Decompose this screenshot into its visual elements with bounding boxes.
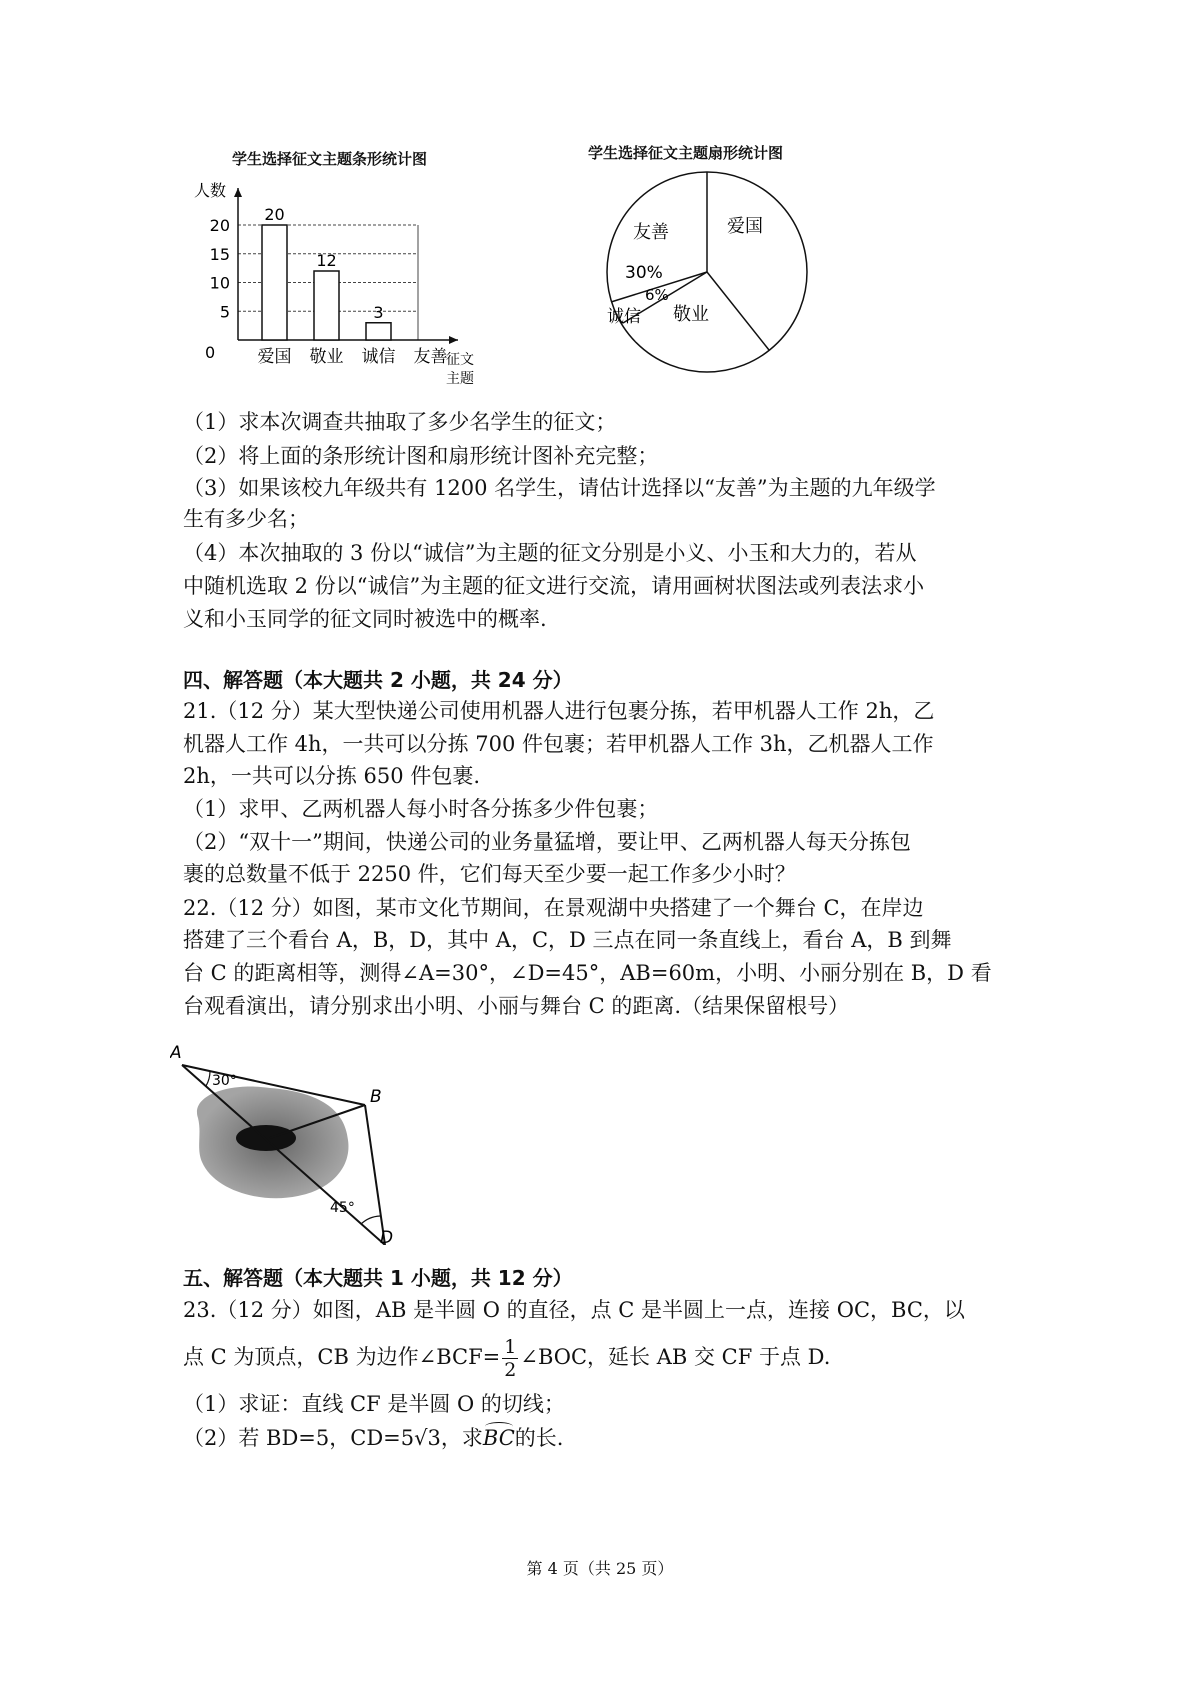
pie-pct-youshan: 30% (625, 263, 663, 283)
angle-a-label: 30° (212, 1073, 237, 1089)
angle-a-arc (206, 1071, 210, 1086)
q20-part2: （2）将上面的条形统计图和扇形统计图补充完整； (183, 444, 659, 468)
section4-heading: 四、解答题（本大题共 2 小题，共 24 分） (183, 668, 573, 692)
pie-chart-title: 学生选择征文主题扇形统计图 (588, 144, 784, 162)
bar-category-label: 敬业 (309, 347, 344, 367)
q20-part1: （1）求本次调查共抽取了多少名学生的征文； (183, 410, 617, 434)
pie-label-aiguo: 爱国 (727, 216, 763, 237)
bar-0 (262, 225, 287, 340)
line-bd (365, 1105, 385, 1245)
angle-d-arc (361, 1216, 380, 1224)
q23-part2-pre: （2）若 BD=5，CD=5√3，求 (183, 1426, 483, 1450)
q23-part2 (183, 1422, 563, 1454)
bar-ytick-label: 5 (219, 302, 230, 322)
q22-line2: 搭建了三个看台 A，B，D，其中 A，C，D 三点在同一条直线上，看台 A，B 到舞 (183, 928, 952, 952)
bar-value-label: 20 (264, 205, 285, 224)
q21-part1: （1）求甲、乙两机器人每小时各分拣多少件包裹； (183, 797, 659, 821)
q23-line2-pre: 点 C 为顶点，CB 为边作∠BCF= (183, 1345, 501, 1369)
q21-part2-line1: （2）“双十一”期间，快递公司的业务量猛增，要让甲、乙两机器人每天分拣包 (183, 830, 911, 854)
bar-y-arrow (234, 188, 242, 197)
section5-heading: 五、解答题（本大题共 1 小题，共 12 分） (183, 1266, 573, 1290)
arc-bc: BC (483, 1422, 515, 1454)
pie-pct-chengxin: 6% (645, 286, 669, 304)
fraction-half (502, 1336, 518, 1381)
q21-line2: 机器人工作 4h，一共可以分拣 700 件包裹；若甲机器人工作 3h，乙机器人工作 (183, 732, 934, 756)
bar-value-label: 12 (316, 251, 337, 270)
q23-part1: （1）求证：直线 CF 是半圆 O 的切线； (183, 1392, 565, 1416)
point-d-label: D (380, 1228, 394, 1245)
fraction-denominator: 2 (504, 1359, 517, 1381)
q21-line1: 21.（12 分）某大型快递公司使用机器人进行包裹分拣，若甲机器人工作 2h，乙 (183, 699, 935, 723)
pie-label-jingye: 敬业 (673, 304, 709, 325)
q22-line4: 台观看演出，请分别求出小明、小丽与舞台 C 的距离.（结果保留根号） (183, 994, 850, 1018)
bar-category-label: 爱国 (257, 347, 292, 367)
fraction-numerator: 1 (504, 1336, 517, 1358)
q20-part3-line1: （3）如果该校九年级共有 1200 名学生，请估计选择以“友善”为主题的九年级学 (183, 476, 936, 500)
bar-ytick-label: 15 (209, 244, 230, 264)
point-a-label: A (170, 1043, 182, 1063)
pie-chart (595, 170, 825, 385)
bar-ytick-label: 20 (209, 216, 230, 235)
pie-label-youshan: 友善 (633, 222, 669, 243)
page-footer: 第 4 页（共 25 页） (526, 1559, 674, 1578)
bar-chart (190, 180, 500, 390)
q20-part4-line1: （4）本次抽取的 3 份以“诚信”为主题的征文分别是小义、小玉和大力的，若从 (183, 541, 917, 565)
q22-line3: 台 C 的距离相等，测得∠A=30°，∠D=45°，AB=60m，小明、小丽分别在 B，D 看 (183, 961, 992, 985)
bar-1 (314, 271, 339, 340)
bar-chart-origin: 0 (205, 343, 216, 362)
q21-part2-line2: 裹的总数量不低于 2250 件，它们每天至少要一起工作多少小时？ (183, 862, 796, 886)
q20-part4-line3: 义和小玉同学的征文同时被选中的概率. (183, 607, 547, 631)
q20-part4-line2: 中随机选取 2 份以“诚信”为主题的征文进行交流，请用画树状图法或列表法求小 (183, 574, 925, 598)
pie-radius-jingye (707, 272, 769, 350)
bar-ytick-label: 10 (209, 273, 230, 293)
q20-part3-line2: 生有多少名； (183, 507, 309, 531)
bar-chart-title: 学生选择征文主题条形统计图 (232, 150, 428, 168)
q23-line2 (183, 1336, 830, 1381)
q23-line2-post: ∠BOC，延长 AB 交 CF 于点 D. (520, 1345, 831, 1369)
q22-figure (170, 1040, 410, 1245)
bar-chart-xlabel-2: 主题 (446, 371, 474, 387)
bar-chart-xlabel-1: 征文 (446, 352, 474, 368)
bar-x-arrow (449, 336, 458, 344)
bar-2 (366, 323, 391, 340)
q22-line1: 22.（12 分）如图，某市文化节期间，在景观湖中央搭建了一个舞台 C，在岸边 (183, 896, 924, 920)
q23-part2-post: 的长. (514, 1426, 564, 1450)
stage-c (236, 1125, 296, 1151)
q21-line3: 2h，一共可以分拣 650 件包裹. (183, 764, 480, 788)
angle-d-label: 45° (330, 1200, 355, 1216)
q23-line1: 23.（12 分）如图，AB 是半圆 O 的直径，点 C 是半圆上一点，连接 OC，BC，以 (183, 1298, 965, 1322)
bar-category-label: 友善 (413, 347, 448, 367)
bar-chart-ylabel: 人数 (194, 181, 227, 200)
bar-value-label: 3 (373, 302, 384, 322)
point-b-label: B (370, 1087, 382, 1107)
bar-category-label: 诚信 (361, 347, 396, 367)
pie-label-chengxin: 诚信 (607, 307, 641, 327)
